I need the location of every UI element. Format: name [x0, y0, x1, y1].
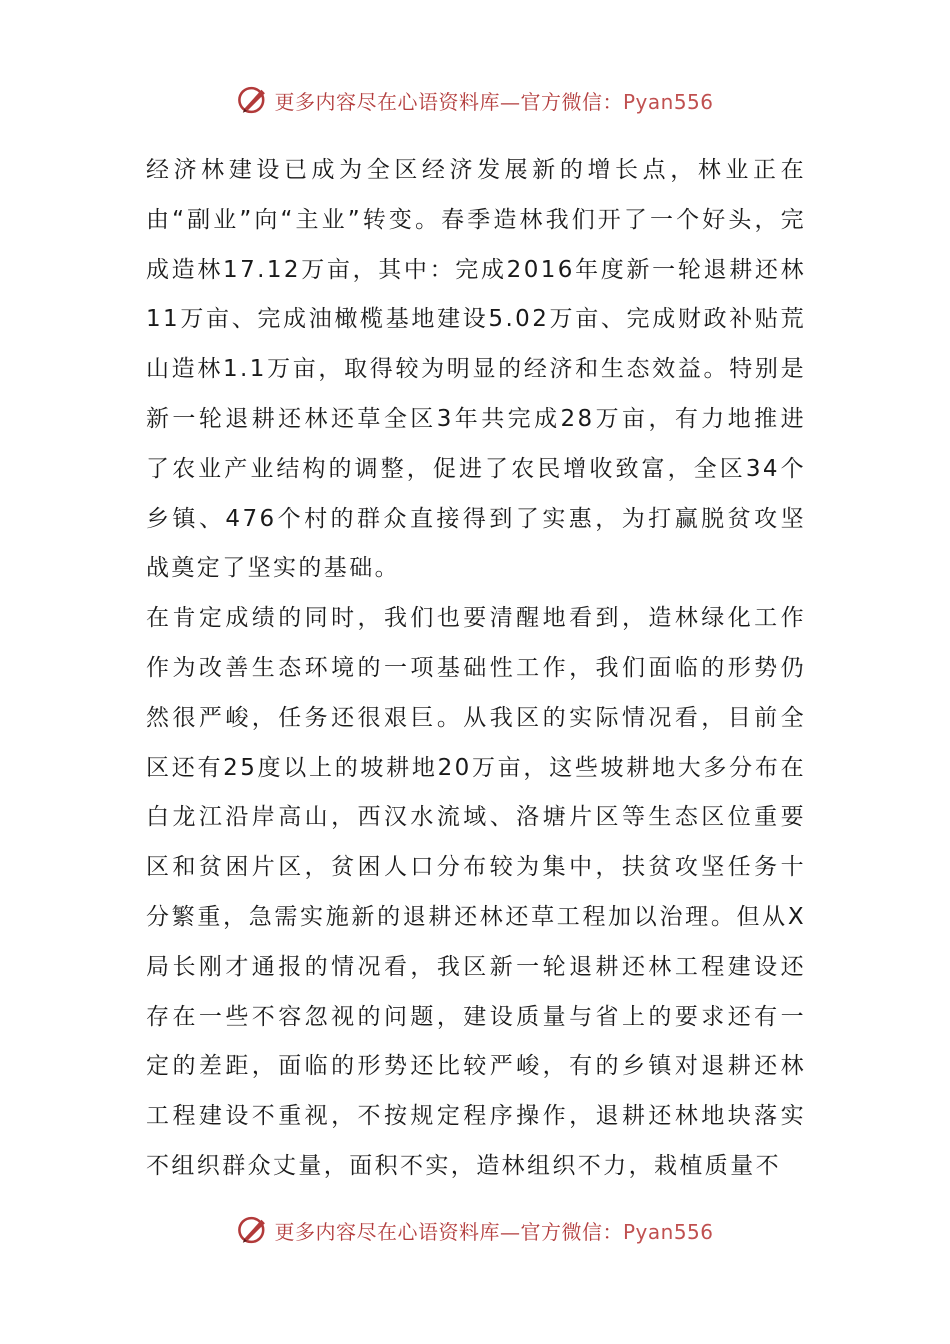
- paragraph-2: 在肯定成绩的同时，我们也要清醒地看到，造林绿化工作作为改善生态环境的一项基础性工作，我们面临的形势仍然很严峻，任务还很艰巨。从我区的实际情况看，目前全区还有25度以上的坡耕地20万亩，这些坡耕地大多分布在白龙江沿岸高山，西汉水流域、洛塘片区等生态区位重要区和贫困片区，贫困人口分布较为集中，扶贫攻坚任务十分繁重，急需实施新的退耕还林还草工程加以治理。但从X局长刚才通报的情况看，我区新一轮退耕还林工程建设还存在一些不容忽视的问题，建设质量与省上的要求还有一定的差距，面临的形势还比较严峻，有的乡镇对退耕还林工程建设不重视，不按规定程序操作，退耕还林地块落实不组织群众丈量，面积不实，造林组织不力，栽植质量不: [146, 605, 806, 1179]
- document-body: [146, 146, 806, 1192]
- banner-text: [274, 1216, 713, 1245]
- banner-text: [274, 86, 713, 115]
- wechat-id: Pyan556: [622, 89, 714, 114]
- banner-label: 更多内容尽在心语资料库—官方微信：: [274, 89, 623, 114]
- wechat-id: Pyan556: [622, 1219, 714, 1244]
- banner-label: 更多内容尽在心语资料库—官方微信：: [274, 1219, 623, 1244]
- footer-banner: [0, 1208, 950, 1252]
- header-banner: [0, 78, 950, 122]
- paragraph-1: 经济林建设已成为全区经济发展新的增长点，林业正在由“副业”向“主业”转变。春季造林我们开了一个好头，完成造林17.12万亩，其中：完成2016年度新一轮退耕还林11万亩、完成油橄榄基地建设5.02万亩、完成财政补贴荒山造林1.1万亩，取得较为明显的经济和生态效益。特别是新一轮退耕还林还草全区3年共完成28万亩，有力地推进了农业产业结构的调整，促进了农民增收致富，全区34个乡镇、476个村的群众直接得到了实惠，为打赢脱贫攻坚战奠定了坚实的基础。: [146, 157, 806, 582]
- pen-logo-icon: [236, 83, 270, 117]
- pen-logo-icon: [236, 1213, 270, 1247]
